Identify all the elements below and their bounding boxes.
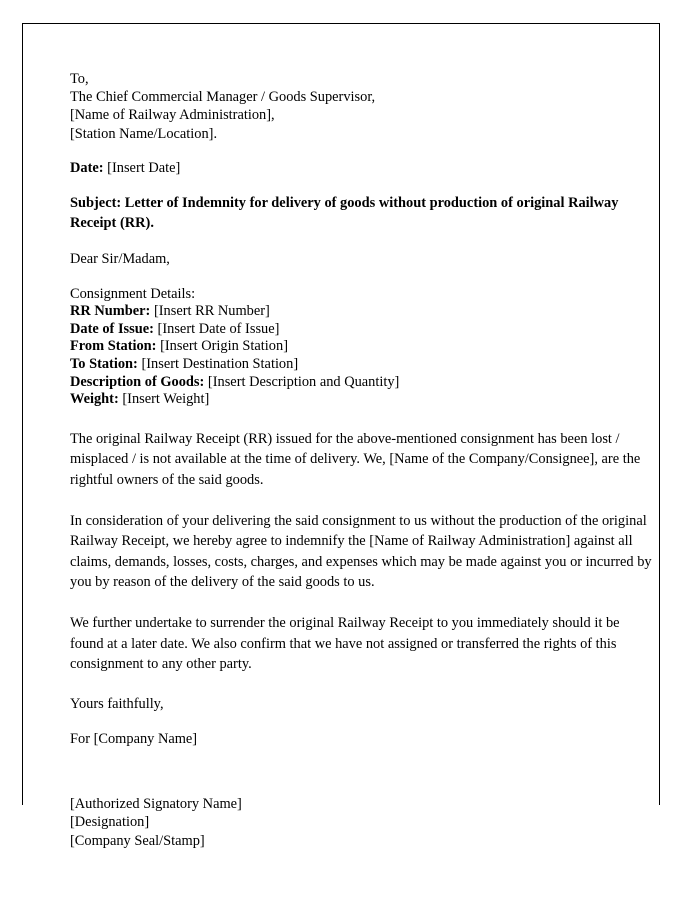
paragraph-1: The original Railway Receipt (RR) issued for the above-mentioned consignment has been lost / misplaced / is not available at the time of delivery. We, [Name of the Company/Consignee], are the rightful owners of the said goods. [70,430,641,488]
addressee-block [70,70,655,143]
designation: [Designation] [70,814,150,831]
consignment-details-block [70,286,655,409]
description-label: Description of Goods: [70,373,205,390]
spacer-after-salutation [70,269,655,286]
document-sheet [22,23,660,849]
date-of-issue-label: Date of Issue: [70,320,154,337]
date-value: [Insert Date] [107,159,181,176]
spacer-after-addressee [70,143,655,160]
company-seal: [Company Seal/Stamp] [70,832,205,849]
addressee-to: To, [70,71,89,87]
spacer-after-valediction [70,713,655,730]
consignment-row [70,338,655,356]
addressee-line-2: [Name of Railway Administration], [70,107,275,124]
to-station-label: To Station: [70,355,138,372]
weight-label: Weight: [70,391,119,408]
salutation: Dear Sir/Madam, [70,251,170,268]
paragraph-3: We further undertake to surrender the original Railway Receipt to you immediately should it be found at a later date. We also confirm that we have not assigned or transferred the rights of this consignment to any other party. [70,614,620,673]
subject-line: Subject: Letter of Indemnity for delivery of goods without production of original Railway Receipt (RR). [70,195,619,231]
spacer-after-paragraph-3 [70,675,655,695]
rr-number-label: RR Number: [70,303,151,320]
to-station-value: [Insert Destination Station] [141,355,299,372]
signatory-name: [Authorized Signatory Name] [70,796,242,813]
spacer-after-paragraph-1 [70,491,655,511]
paragraph-2: In consideration of your delivering the said consignment to us without the production of the original Railway Receipt, we hereby agree to indemnify the [Name of Railway Administration] against all claims, demands, losses, costs, charges, and expenses which may be made against you or incurred by you by reason of the delivery of the said goods to us. [70,512,652,591]
consignment-row [70,374,655,392]
consignment-row [70,356,655,374]
consignment-row [70,321,655,339]
from-station-label: From Station: [70,338,157,355]
consignment-heading: Consignment Details: [70,285,196,302]
weight-value: [Insert Weight] [122,391,210,408]
consignment-row [70,391,655,409]
addressee-line-3: [Station Name/Location]. [70,125,218,142]
valediction: Yours faithfully, [70,695,164,712]
addressee-line-1: The Chief Commercial Manager / Goods Supervisor, [70,89,376,106]
date-of-issue-value: [Insert Date of Issue] [157,320,280,337]
signature-space [70,748,655,795]
document-body [70,70,655,850]
spacer-after-subject [70,233,655,250]
rr-number-value: [Insert RR Number] [153,303,270,320]
description-value: [Insert Description and Quantity] [207,373,400,390]
from-station-value: [Insert Origin Station] [160,338,288,355]
for-company: For [Company Name] [70,730,198,747]
consignment-row [70,303,655,321]
spacer-after-date [70,177,655,194]
spacer-after-consignment [70,409,655,429]
date-label: Date: [70,159,104,176]
spacer-after-paragraph-2 [70,593,655,613]
date-line [70,160,655,178]
